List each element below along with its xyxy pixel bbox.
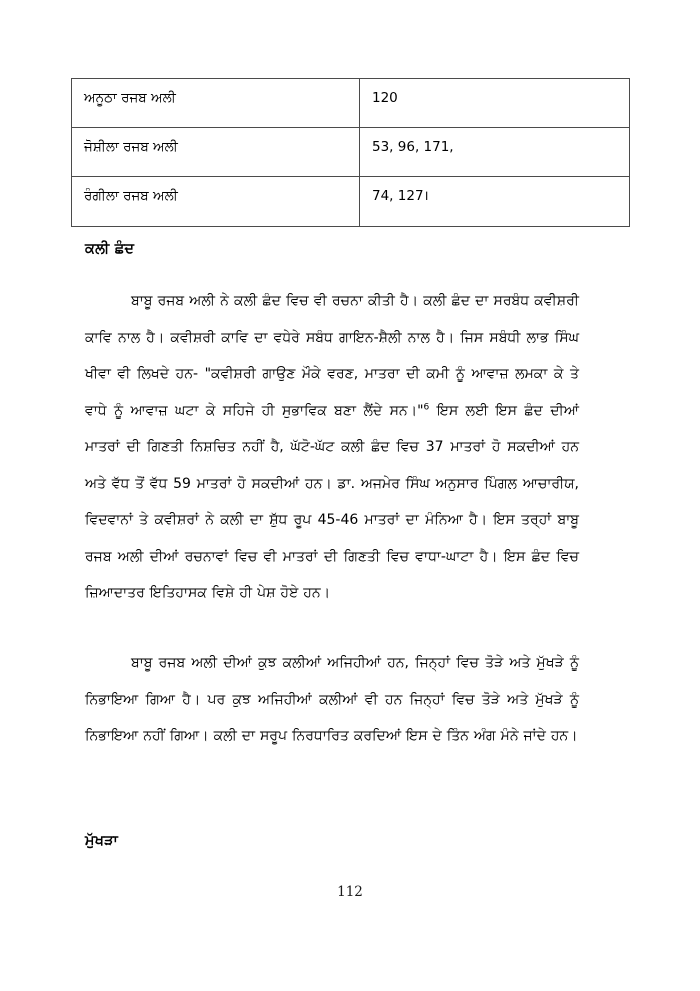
table-row	[72, 128, 630, 177]
paragraph-1-text-after-footnote: ਇਸ ਲਈ ਇਸ ਛੰਦ ਦੀਆਂ ਮਾਤਰਾਂ ਦੀ ਗਿਣਤੀ ਨਿਸ਼ਚਿਤ ਨਹੀਂ ਹੈ, ਘੱਟੋ-ਘੱਟ ਕਲੀ ਛੰਦ ਵਿਚ 37 ਮਾਤਰਾਂ ਹੋ ਸਕਦੀਆਂ ਹਨ ਅਤੇ ਵੱਧ ਤੋਂ ਵੱਧ 59 ਮਾਤਰਾਂ ਹੋ ਸਕਦੀਆਂ ਹਨ। ਡਾ. ਅਜਮੇਰ ਸਿੰਘ ਅਨੁਸਾਰ ਪਿੰਗਲ ਆਚਾਰੀਯ, ਵਿਦਵਾਨਾਂ ਤੇ ਕਵੀਸ਼ਰਾਂ ਨੇ ਕਲੀ ਦਾ ਸ਼ੁੱਧ ਰੂਪ 45-46 ਮਾਤਰਾਂ ਦਾ ਮੰਨਿਆ ਹੈ। ਇਸ ਤਰ੍ਹਾਂ ਬਾਬੂ ਰਜਬ ਅਲੀ ਦੀਆਂ ਰਚਨਾਵਾਂ ਵਿਚ ਵੀ ਮਾਤਰਾਂ ਦੀ ਗਿਣਤੀ ਵਿਚ ਵਾਧਾ-ਘਾਟਾ ਹੈ। ਇਸ ਛੰਦ ਵਿਚ ਜ਼ਿਆਦਾਤਰ ਇਤਿਹਾਸਕ ਵਿਸ਼ੇ ਹੀ ਪੇਸ਼ ਹੋਏ ਹਨ।	[85, 402, 579, 601]
paragraph-1-text-before-footnote: ਬਾਬੂ ਰਜਬ ਅਲੀ ਨੇ ਕਲੀ ਛੰਦ ਵਿਚ ਵੀ ਰਚਨਾ ਕੀਤੀ ਹੈ। ਕਲੀ ਛੰਦ ਦਾ ਸਰਬੰਧ ਕਵੀਸ਼ਰੀ ਕਾਵਿ ਨਾਲ ਹੈ। ਕਵੀਸ਼ਰੀ ਕਾਵਿ ਦਾ ਵਧੇਰੇ ਸਬੰਧ ਗਾਇਨ-ਸ਼ੈਲੀ ਨਾਲ ਹੈ। ਜਿਸ ਸਬੰਧੀ ਲਾਭ ਸਿੰਘ ਖੀਵਾ ਵੀ ਲਿਖਦੇ ਹਨ- "ਕਵੀਸ਼ਰੀ ਗਾਉਣ ਮੌਕੇ ਵਰਣ, ਮਾਤਰਾ ਦੀ ਕਮੀ ਨੂੰ ਆਵਾਜ਼ ਲਮਕਾ ਕੇ ਤੇ ਵਾਧੇ ਨੂੰ ਆਵਾਜ਼ ਘਟਾ ਕੇ ਸਹਿਜੇ ਹੀ ਸੁਭਾਵਿਕ ਬਣਾ ਲੈਂਦੇ ਸਨ।"	[85, 293, 579, 419]
table-body	[72, 79, 630, 227]
table-cell-page-refs: 74, 127।	[360, 177, 630, 226]
table-cell-work-name: ਅਨੂਠਾ ਰਜਬ ਅਲੀ	[72, 79, 360, 128]
footnote-reference-6: 6	[423, 401, 430, 412]
table-cell-work-name: ਰੰਗੀਲਾ ਰਜਬ ਅਲੀ	[72, 177, 360, 226]
section-heading-mukhra: ਮੁੱਖੜਾ	[85, 833, 118, 849]
page-number: 112	[337, 884, 363, 900]
table-cell-work-name: ਜੋਸ਼ੀਲਾ ਰਜਬ ਅਲੀ	[72, 128, 360, 177]
paragraph-2-text: ਬਾਬੂ ਰਜਬ ਅਲੀ ਦੀਆਂ ਕੁਝ ਕਲੀਆਂ ਅਜਿਹੀਆਂ ਹਨ, ਜਿਨ੍ਹਾਂ ਵਿਚ ਤੋੜੇ ਅਤੇ ਮੁੱਖੜੇ ਨੂੰ ਨਿਭਾਇਆ ਗਿਆ ਹੈ। ਪਰ ਕੁਝ ਅਜਿਹੀਆਂ ਕਲੀਆਂ ਵੀ ਹਨ ਜਿਨ੍ਹਾਂ ਵਿਚ ਤੋੜੇ ਅਤੇ ਮੁੱਖੜੇ ਨੂੰ ਨਿਭਾਇਆ ਨਹੀਂ ਗਿਆ। ਕਲੀ ਦਾ ਸਰੂਪ ਨਿਰਧਾਰਿਤ ਕਰਦਿਆਂ ਇਸ ਦੇ ਤਿੰਨ ਅੰਗ ਮੰਨੇ ਜਾਂਦੇ ਹਨ।	[85, 655, 579, 744]
work-page-index-table	[71, 78, 630, 227]
table-cell-page-refs: 53, 96, 171,	[360, 128, 630, 177]
table-row	[72, 79, 630, 128]
table-cell-page-refs: 120	[360, 79, 630, 128]
body-paragraph-2	[85, 645, 579, 755]
body-paragraph-1	[85, 283, 579, 612]
section-heading-kali-chhand: ਕਲੀ ਛੰਦ	[85, 241, 135, 257]
table-row	[72, 177, 630, 226]
